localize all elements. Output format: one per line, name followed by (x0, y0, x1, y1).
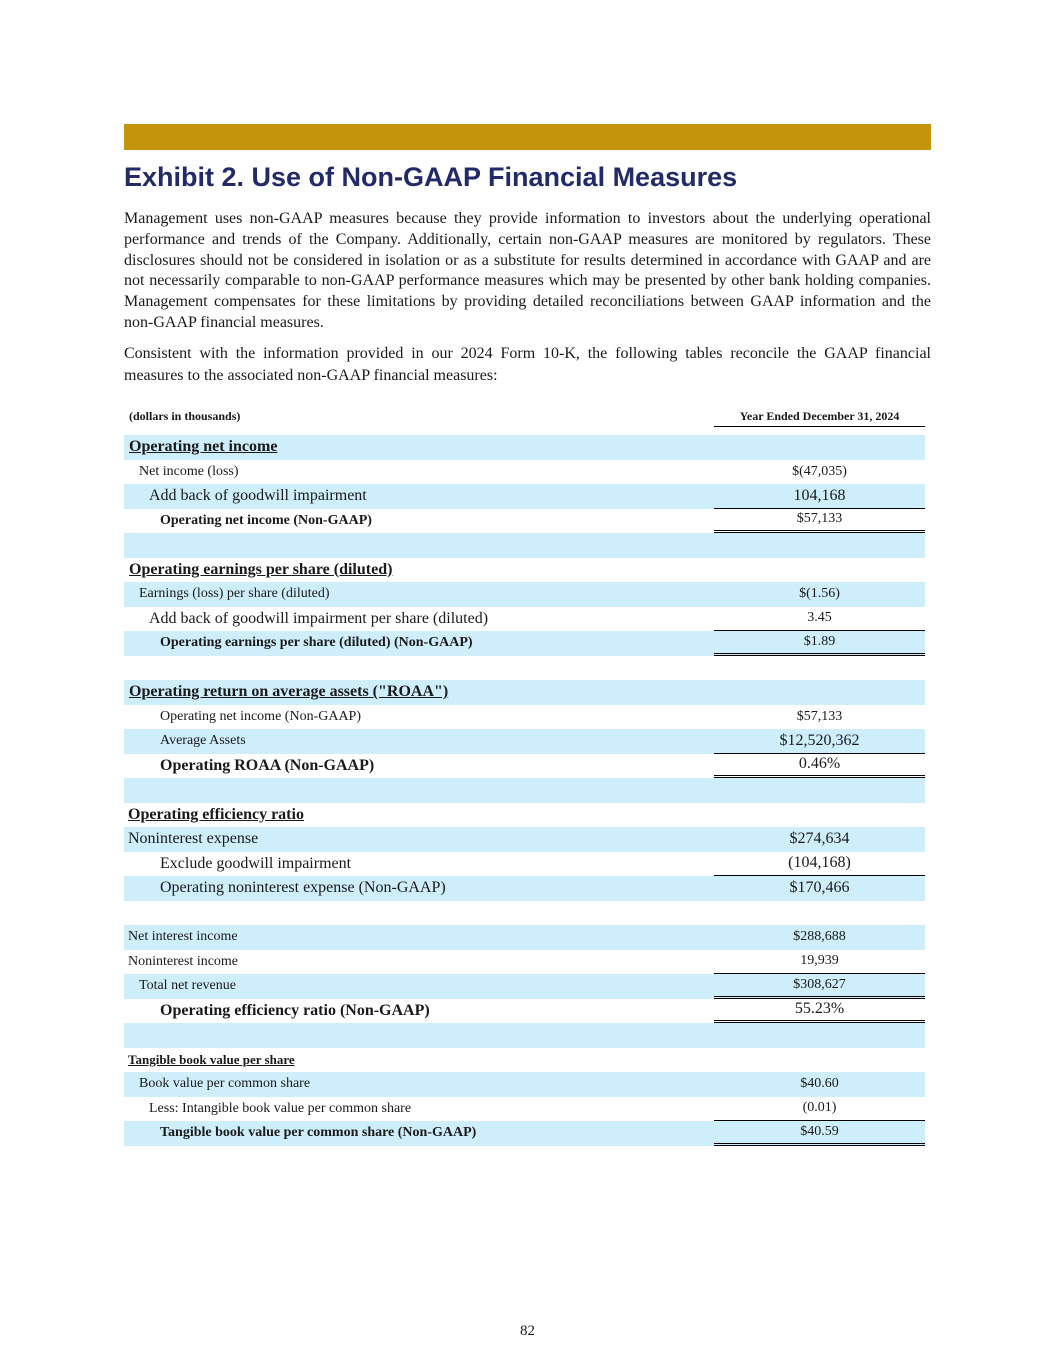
section-title: Operating net income (129, 438, 278, 456)
row-value: 104,168 (714, 484, 925, 509)
row-value: (104,168) (714, 852, 925, 877)
table-row (124, 827, 925, 852)
row-value: 19,939 (714, 950, 925, 975)
spacer-row (124, 901, 925, 926)
unit-label: (dollars in thousands) (129, 409, 241, 423)
spacer-row (124, 656, 925, 681)
table-row (124, 582, 925, 607)
row-label: Operating ROAA (Non-GAAP) (160, 756, 375, 774)
row-value: $308,627 (714, 974, 925, 999)
section-title: Tangible book value per share (128, 1051, 295, 1067)
section-title: Operating efficiency ratio (128, 805, 304, 823)
row-label: Operating net income (Non-GAAP) (160, 512, 372, 528)
row-label: Net interest income (128, 929, 238, 945)
row-label: Less: Intangible book value per common share (149, 1100, 412, 1116)
row-value: $1.89 (714, 631, 925, 656)
spacer-row (124, 778, 925, 803)
row-label: Operating net income (Non-GAAP) (160, 708, 362, 724)
row-label: Book value per common share (139, 1076, 311, 1092)
subtotal-row (124, 974, 925, 999)
row-value: 3.45 (714, 607, 925, 632)
spacer-row (124, 533, 925, 558)
row-label: Total net revenue (139, 978, 236, 994)
row-value: $288,688 (793, 929, 846, 945)
table-row (124, 705, 925, 730)
subtotal-row (124, 876, 925, 901)
table-row (124, 1072, 925, 1097)
section-header-row (124, 558, 925, 583)
row-value: $57,133 (714, 509, 925, 534)
table-row (124, 607, 925, 632)
row-label: Operating earnings per share (diluted) (Non-GAAP) (160, 635, 473, 651)
table-row (124, 484, 925, 509)
row-value: $(47,035) (792, 463, 847, 479)
subtotal-row (124, 754, 925, 779)
row-value: 0.46% (714, 754, 925, 779)
table-row (124, 925, 925, 950)
section-header-row (124, 1048, 925, 1073)
subtotal-row (124, 509, 925, 534)
spacer-row (124, 1023, 925, 1048)
subtotal-row (124, 631, 925, 656)
column-header: Year Ended December 31, 2024 (714, 409, 925, 427)
row-label: Operating noninterest expense (Non-GAAP) (160, 879, 446, 897)
subtotal-row (124, 999, 925, 1024)
row-label: Earnings (loss) per share (diluted) (139, 586, 330, 602)
table-row (124, 950, 925, 975)
row-value: $57,133 (796, 708, 843, 724)
row-label: Add back of goodwill impairment (149, 487, 367, 505)
row-value: $274,634 (789, 830, 850, 848)
row-label: Exclude goodwill impairment (160, 854, 352, 872)
table-row (124, 460, 925, 485)
subtotal-row (124, 1121, 925, 1146)
row-value: $40.59 (714, 1121, 925, 1146)
row-label: Tangible book value per common share (Non-GAAP) (160, 1125, 477, 1141)
row-label: Noninterest income (128, 953, 239, 969)
row-label: Add back of goodwill impairment per share (diluted) (149, 609, 489, 627)
row-label: Average Assets (160, 733, 246, 749)
row-label: Operating efficiency ratio (Non-GAAP) (160, 1001, 430, 1019)
row-value: (0.01) (714, 1097, 925, 1122)
table-header-row (124, 404, 925, 435)
table-row (124, 1097, 925, 1122)
intro-paragraph-1: Management uses non-GAAP measures because they provide information to investors about the underlying operational performance and trends of the Company. Additionally, certain non-GAAP measures are monitored by regulators. These disclosures should not be considered in isolation or as a substitute for results determined in accordance with GAAP and are not necessarily comparable to non-GAAP performance measures which may be presented by other bank holding companies. Management compensates for these limitations by providing detailed reconciliations between GAAP information and the non-GAAP financial measures. (124, 210, 931, 331)
table-row (124, 729, 925, 754)
page-number: 82 (520, 1323, 535, 1339)
section-title: Operating return on average assets ("ROAA") (129, 683, 449, 701)
row-value: $40.60 (800, 1076, 839, 1092)
intro-paragraph-2: Consistent with the information provided in our 2024 Form 10-K, the following tables reconcile the GAAP financial measures to the associated non-GAAP financial measures: (124, 345, 931, 384)
header-accent-bar (124, 124, 931, 150)
page-title: Exhibit 2. Use of Non-GAAP Financial Measures (124, 162, 738, 192)
section-title: Operating earnings per share (diluted) (129, 560, 393, 578)
row-value: 55.23% (714, 999, 925, 1024)
section-header-row (124, 435, 925, 460)
section-header-row (124, 803, 925, 828)
row-value: $12,520,362 (714, 729, 925, 754)
row-value: $(1.56) (799, 586, 840, 602)
reconciliation-table (124, 404, 925, 1146)
row-label: Net income (loss) (139, 463, 239, 479)
table-row (124, 852, 925, 877)
row-value: $170,466 (789, 879, 850, 897)
section-header-row (124, 680, 925, 705)
row-label: Noninterest expense (128, 830, 259, 848)
